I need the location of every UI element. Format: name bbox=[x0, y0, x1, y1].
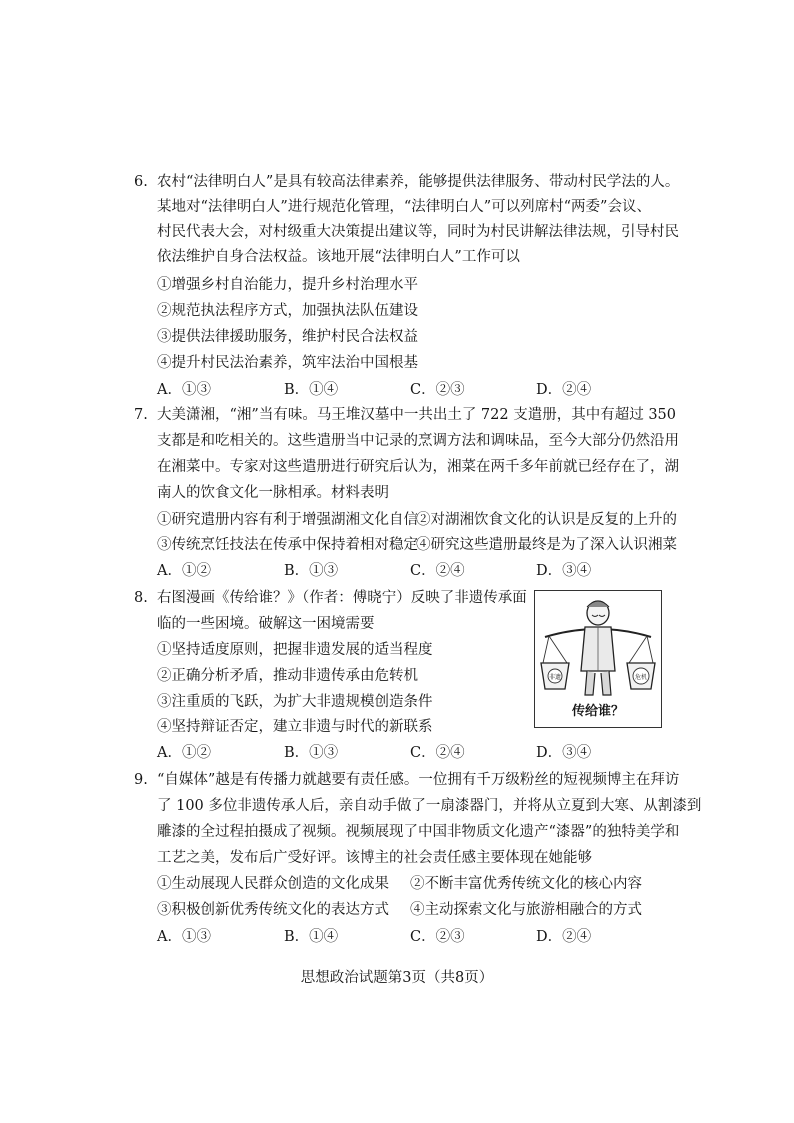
choice-d[interactable]: D．②④ bbox=[536, 382, 592, 398]
statement-item: ④提升村民法治素养，筑牢法治中国根基 bbox=[157, 355, 418, 371]
statement-item: ①坚持适度原则，把握非遗发展的适当程度 bbox=[157, 642, 433, 658]
statement-item: ②不断丰富优秀传统文化的核心内容 bbox=[410, 876, 642, 892]
statement-item: ④坚持辩证否定，建立非遗与时代的新联系 bbox=[157, 719, 433, 735]
statement-item: ②规范执法程序方式，加强执法队伍建设 bbox=[157, 303, 418, 319]
statement-item: ①生动展现人民群众创造的文化成果 bbox=[157, 876, 389, 892]
question-stem-line: 大美潇湘，“湘”当有味。马王堆汉墓中一共出土了 722 支遣册，其中有超过 350 bbox=[157, 407, 677, 423]
question-number: 8. bbox=[134, 590, 148, 606]
question-stem-line: 右图漫画《传给谁？》（作者：傅晓宁）反映了非遗传承面 bbox=[157, 590, 527, 606]
question-stem-line: 了 100 多位非遗传承人后，亲自动手做了一扇漆器门，并将从立夏到大寒、从割漆到 bbox=[157, 798, 702, 814]
left-bucket-label: 非遗 bbox=[548, 674, 562, 681]
question-stem-line: 支都是和吃相关的。这些遣册当中记录的烹调方法和调味品，至今大部分仍然沿用 bbox=[157, 433, 679, 449]
question-number: 6. bbox=[134, 174, 148, 190]
choice-d[interactable]: D．②④ bbox=[536, 929, 592, 945]
choice-a[interactable]: A．①③ bbox=[157, 382, 211, 398]
statement-item: ③传统烹饪技法在传承中保持着相对稳定 bbox=[157, 537, 418, 553]
question-stem-line: 农村“法律明白人”是具有较高法律素养，能够提供法律服务、带动村民学法的人。 bbox=[157, 174, 680, 190]
choice-b[interactable]: B．①④ bbox=[284, 382, 339, 398]
choice-c[interactable]: C．②③ bbox=[410, 382, 465, 398]
question-stem-line: 南人的饮食文化一脉相承。材料表明 bbox=[157, 485, 389, 501]
statement-item: ①增强乡村自治能力，提升乡村治理水平 bbox=[157, 277, 418, 293]
question-stem-line: 工艺之美，发布后广受好评。该博主的社会责任感主要体现在她能够 bbox=[157, 850, 592, 866]
cartoon-drawing bbox=[535, 591, 661, 703]
question-stem-line: 雕漆的全过程拍摄成了视频。视频展现了中国非物质文化遗产“漆器”的独特美学和 bbox=[157, 824, 680, 840]
statement-item: ④研究这些遣册最终是为了深入认识湘菜 bbox=[416, 537, 677, 553]
choice-c[interactable]: C．②③ bbox=[410, 929, 465, 945]
question-stem-line: 依法维护自身合法权益。该地开展“法律明白人”工作可以 bbox=[157, 249, 520, 265]
question-stem-line: 临的一些困境。破解这一困境需要 bbox=[157, 616, 375, 632]
choice-a[interactable]: A．①③ bbox=[157, 929, 211, 945]
question-number: 7. bbox=[134, 407, 148, 423]
statement-item: ④主动探索文化与旅游相融合的方式 bbox=[410, 902, 642, 918]
choice-c[interactable]: C．②④ bbox=[410, 563, 465, 579]
statement-item: ②正确分析矛盾，推动非遗传承由危转机 bbox=[157, 668, 418, 684]
question-stem-line: “自媒体”越是有传播力就越要有责任感。一位拥有千万级粉丝的短视频博主在拜访 bbox=[157, 772, 680, 788]
question-stem-line: 在湘菜中。专家对这些遣册进行研究后认为，湘菜在两千多年前就已经存在了，湖 bbox=[157, 459, 679, 475]
choice-d[interactable]: D．③④ bbox=[536, 563, 592, 579]
statement-item: ③提供法律援助服务，维护村民合法权益 bbox=[157, 329, 418, 345]
question-stem-line: 村民代表大会，对村级重大决策提出建议等，同时为村民讲解法律法规，引导村民 bbox=[157, 224, 679, 240]
choice-d[interactable]: D．③④ bbox=[536, 745, 592, 761]
question-number: 9. bbox=[134, 772, 148, 788]
choice-b[interactable]: B．①④ bbox=[284, 929, 339, 945]
right-bucket-label: 危机 bbox=[634, 674, 648, 681]
choice-a[interactable]: A．①② bbox=[157, 563, 211, 579]
choice-c[interactable]: C．②④ bbox=[410, 745, 465, 761]
page-footer: 思想政治试题第3页（共8页） bbox=[300, 970, 494, 986]
statement-item: ③注重质的飞跃，为扩大非遗规模创造条件 bbox=[157, 694, 433, 710]
statement-item: ②对湖湘饮食文化的认识是反复的上升的 bbox=[416, 512, 677, 528]
cartoon-caption: 传给谁？ bbox=[571, 704, 624, 719]
cartoon-image bbox=[534, 590, 662, 728]
choice-a[interactable]: A．①② bbox=[157, 745, 211, 761]
statement-item: ③积极创新优秀传统文化的表达方式 bbox=[157, 902, 389, 918]
question-stem-line: 某地对“法律明白人”进行规范化管理，“法律明白人”可以列席村“两委”会议、 bbox=[157, 199, 651, 215]
choice-b[interactable]: B．①③ bbox=[284, 563, 339, 579]
statement-item: ①研究遣册内容有利于增强湖湘文化自信 bbox=[157, 512, 418, 528]
choice-b[interactable]: B．①③ bbox=[284, 745, 339, 761]
